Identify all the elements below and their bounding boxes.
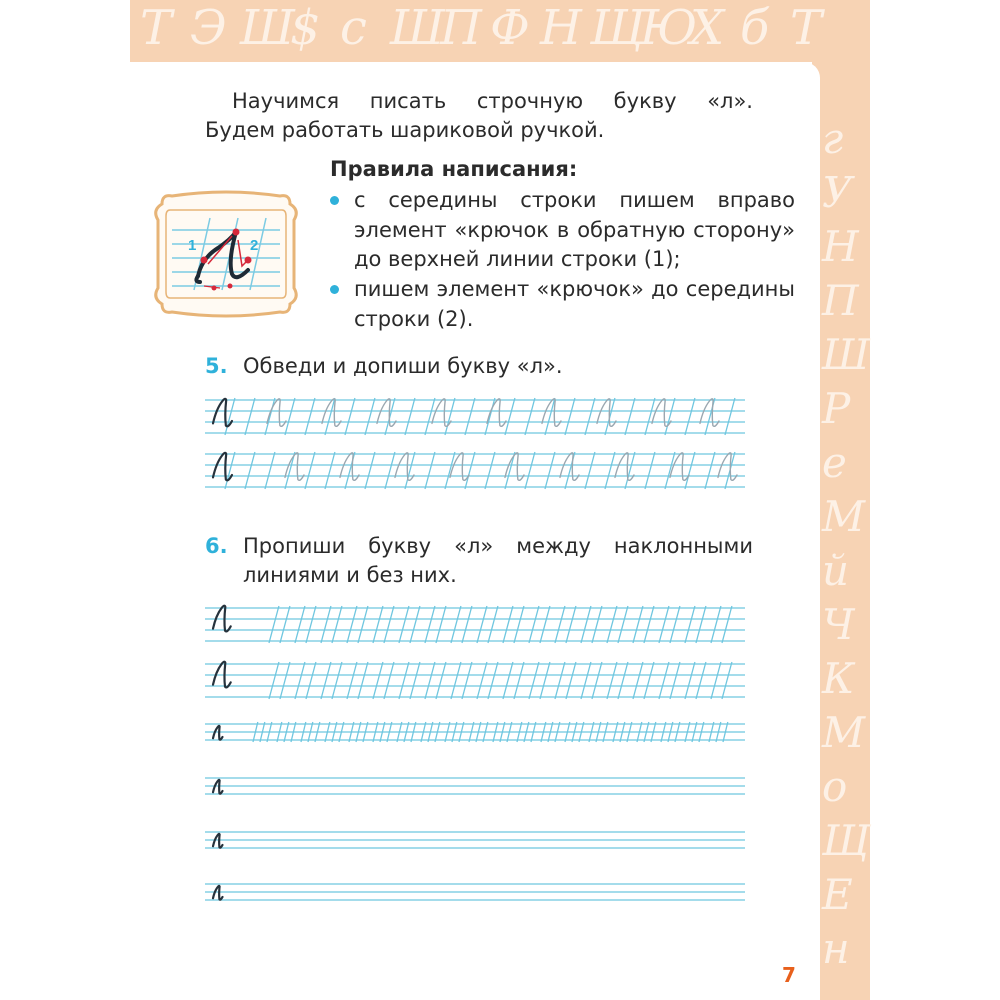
slant-line [725, 398, 735, 435]
slant-line [670, 662, 680, 699]
task-6 [205, 532, 753, 590]
slant-line [529, 662, 539, 699]
decorative-letter: е [822, 438, 847, 487]
rules-title: Правила написания: [330, 157, 578, 181]
decorative-letter: Х [690, 0, 725, 56]
task-text: Обведи и допиши букву «л». [243, 354, 563, 378]
slant-line [269, 606, 279, 643]
slant-line [295, 606, 305, 643]
slant-line [722, 606, 732, 643]
slant-line [445, 452, 455, 489]
writing-row [205, 398, 745, 435]
slant-line [685, 452, 695, 489]
slant-line [659, 606, 669, 643]
slant-line [332, 662, 342, 699]
slant-line [711, 606, 721, 643]
slant-line [269, 662, 279, 699]
slant-line [555, 606, 565, 643]
decorative-letter: Ш [390, 0, 445, 56]
decorative-letter: М [822, 708, 866, 757]
slant-line [514, 662, 524, 699]
slant-line [445, 398, 455, 435]
decorative-letter: Щ [822, 816, 870, 865]
slant-line [607, 606, 617, 643]
sample-letter [213, 726, 222, 740]
slant-line [384, 662, 394, 699]
slant-line [399, 606, 409, 643]
intro-paragraph [205, 87, 753, 145]
slant-line [529, 606, 539, 643]
slant-line [462, 606, 472, 643]
decorative-letter: Ю [640, 0, 698, 56]
rule-text-2: пишем элемент «крючок» до середины строки (2). [354, 277, 795, 331]
slant-line [525, 398, 535, 435]
slant-line [696, 606, 706, 643]
slant-line [722, 662, 732, 699]
slant-line [618, 606, 628, 643]
decorative-letter: Э [190, 0, 227, 56]
slant-line [405, 398, 415, 435]
decorative-letter: Н [540, 0, 582, 56]
slant-line [514, 606, 524, 643]
slant-line [477, 606, 487, 643]
task-number: 5. [205, 354, 228, 378]
diagram-label-2: 2 [250, 237, 259, 254]
slant-line [566, 606, 576, 643]
slant-line [358, 662, 368, 699]
diagram-label-1: 1 [188, 237, 197, 254]
decorative-letter: й [822, 546, 850, 595]
decorative-letter: $ [290, 0, 321, 56]
writing-row [205, 452, 745, 489]
slant-line [385, 452, 395, 489]
slant-line [585, 398, 595, 435]
slant-line [625, 452, 635, 489]
slant-line [436, 662, 446, 699]
slant-line [325, 452, 335, 489]
decorative-letter: Ч [822, 600, 855, 649]
decorative-letter: П [440, 0, 482, 56]
slant-line [644, 606, 654, 643]
slant-line [465, 398, 475, 435]
slant-line [285, 398, 295, 435]
rule-item [330, 186, 795, 275]
writing-rows-task-5 [205, 390, 750, 500]
slant-line [321, 662, 331, 699]
decorative-letter: Н [822, 222, 859, 271]
task-text: Пропиши букву «л» между наклонными линиями и без них. [243, 534, 753, 587]
slant-line [505, 398, 515, 435]
slant-line [503, 606, 513, 643]
slant-line [585, 452, 595, 489]
slant-line [305, 452, 315, 489]
slant-line [711, 662, 721, 699]
rule-text-1: с середины строки пишем вправо элемент «крючок в обратную сторону» до верхней линии строки (1); [354, 188, 795, 271]
decorative-letter: Щ [590, 0, 645, 56]
decorative-letter: К [822, 654, 855, 703]
slant-line [607, 662, 617, 699]
slant-line [625, 398, 635, 435]
slant-line [436, 606, 446, 643]
decorative-letter: Ш [240, 0, 295, 56]
slant-line [451, 606, 461, 643]
slant-line [670, 606, 680, 643]
slant-line [555, 662, 565, 699]
decorative-letter: М [822, 492, 866, 541]
slant-line [347, 606, 357, 643]
slant-line [488, 662, 498, 699]
slant-line [373, 662, 383, 699]
slant-line [665, 452, 675, 489]
slant-line [245, 452, 255, 489]
slant-line [410, 662, 420, 699]
writing-row [205, 884, 745, 900]
sample-letter [213, 780, 222, 794]
writing-row [205, 606, 745, 643]
intro-line-1: Научимся писать строчную букву «л». [232, 89, 753, 113]
slant-line [465, 452, 475, 489]
decorative-letter: б [740, 0, 770, 56]
slant-line [425, 606, 435, 643]
writing-row [205, 778, 745, 794]
decorative-letter: н [822, 924, 850, 973]
slant-line [295, 662, 305, 699]
slant-line [358, 606, 368, 643]
decorative-letter: У [822, 168, 853, 217]
slant-line [347, 662, 357, 699]
decorative-letter: Ф [490, 0, 530, 56]
sample-letter [213, 886, 222, 900]
slant-line [685, 606, 695, 643]
slant-line [705, 452, 715, 489]
slant-line [405, 452, 415, 489]
task-5 [205, 352, 763, 381]
bullet-dot [330, 196, 339, 205]
letter-writing-diagram [148, 190, 304, 318]
decorative-letter: Т [140, 0, 173, 56]
slant-line [365, 398, 375, 435]
slant-line [451, 662, 461, 699]
slant-line [321, 606, 331, 643]
slant-line [265, 452, 275, 489]
bullet-dot [330, 285, 339, 294]
slant-line [665, 398, 675, 435]
intro-line-2: Будем работать шариковой ручкой. [205, 118, 605, 142]
slant-line [696, 662, 706, 699]
slant-line [425, 662, 435, 699]
slant-line [644, 662, 654, 699]
writing-row [205, 722, 745, 742]
decorative-letter: Е [822, 870, 853, 919]
slant-line [485, 452, 495, 489]
slant-line [365, 452, 375, 489]
slant-line [306, 662, 316, 699]
slant-line [618, 662, 628, 699]
decorative-letter: Ш [822, 330, 870, 379]
slant-line [633, 662, 643, 699]
slant-line [305, 398, 315, 435]
slant-line [306, 606, 316, 643]
writing-rows-task-6 [205, 600, 750, 910]
slant-line [540, 606, 550, 643]
slant-line [485, 398, 495, 435]
slant-line [503, 662, 513, 699]
slant-line [488, 606, 498, 643]
decorative-letter: П [822, 276, 859, 325]
slant-line [280, 662, 290, 699]
decorative-letter: Р [822, 384, 851, 433]
slant-line [645, 452, 655, 489]
sample-letter [213, 834, 222, 848]
slant-line [373, 606, 383, 643]
slant-line [545, 452, 555, 489]
writing-row [205, 832, 745, 848]
slant-line [592, 606, 602, 643]
slant-line [659, 662, 669, 699]
decorative-letter: с [340, 0, 367, 56]
task-number: 6. [205, 534, 228, 558]
slant-line [685, 398, 695, 435]
slant-line [540, 662, 550, 699]
decorative-letter: Т [790, 0, 823, 56]
decorative-letter: г [822, 114, 844, 163]
slant-line [525, 452, 535, 489]
slant-line [685, 662, 695, 699]
slant-line [581, 606, 591, 643]
slant-line [565, 398, 575, 435]
slant-line [566, 662, 576, 699]
slant-line [399, 662, 409, 699]
slant-line [605, 452, 615, 489]
page-number: 7 [782, 963, 796, 987]
slant-line [633, 606, 643, 643]
slant-line [592, 662, 602, 699]
slant-line [425, 452, 435, 489]
rule-item [330, 275, 795, 334]
slant-line [245, 398, 255, 435]
slant-line [280, 606, 290, 643]
slant-line [332, 606, 342, 643]
slant-line [265, 398, 275, 435]
slant-line [477, 662, 487, 699]
slant-line [345, 398, 355, 435]
slant-line [384, 606, 394, 643]
slant-line [410, 606, 420, 643]
decorative-letter: о [822, 762, 848, 811]
slant-line [581, 662, 591, 699]
writing-row [205, 662, 745, 699]
slant-line [462, 662, 472, 699]
